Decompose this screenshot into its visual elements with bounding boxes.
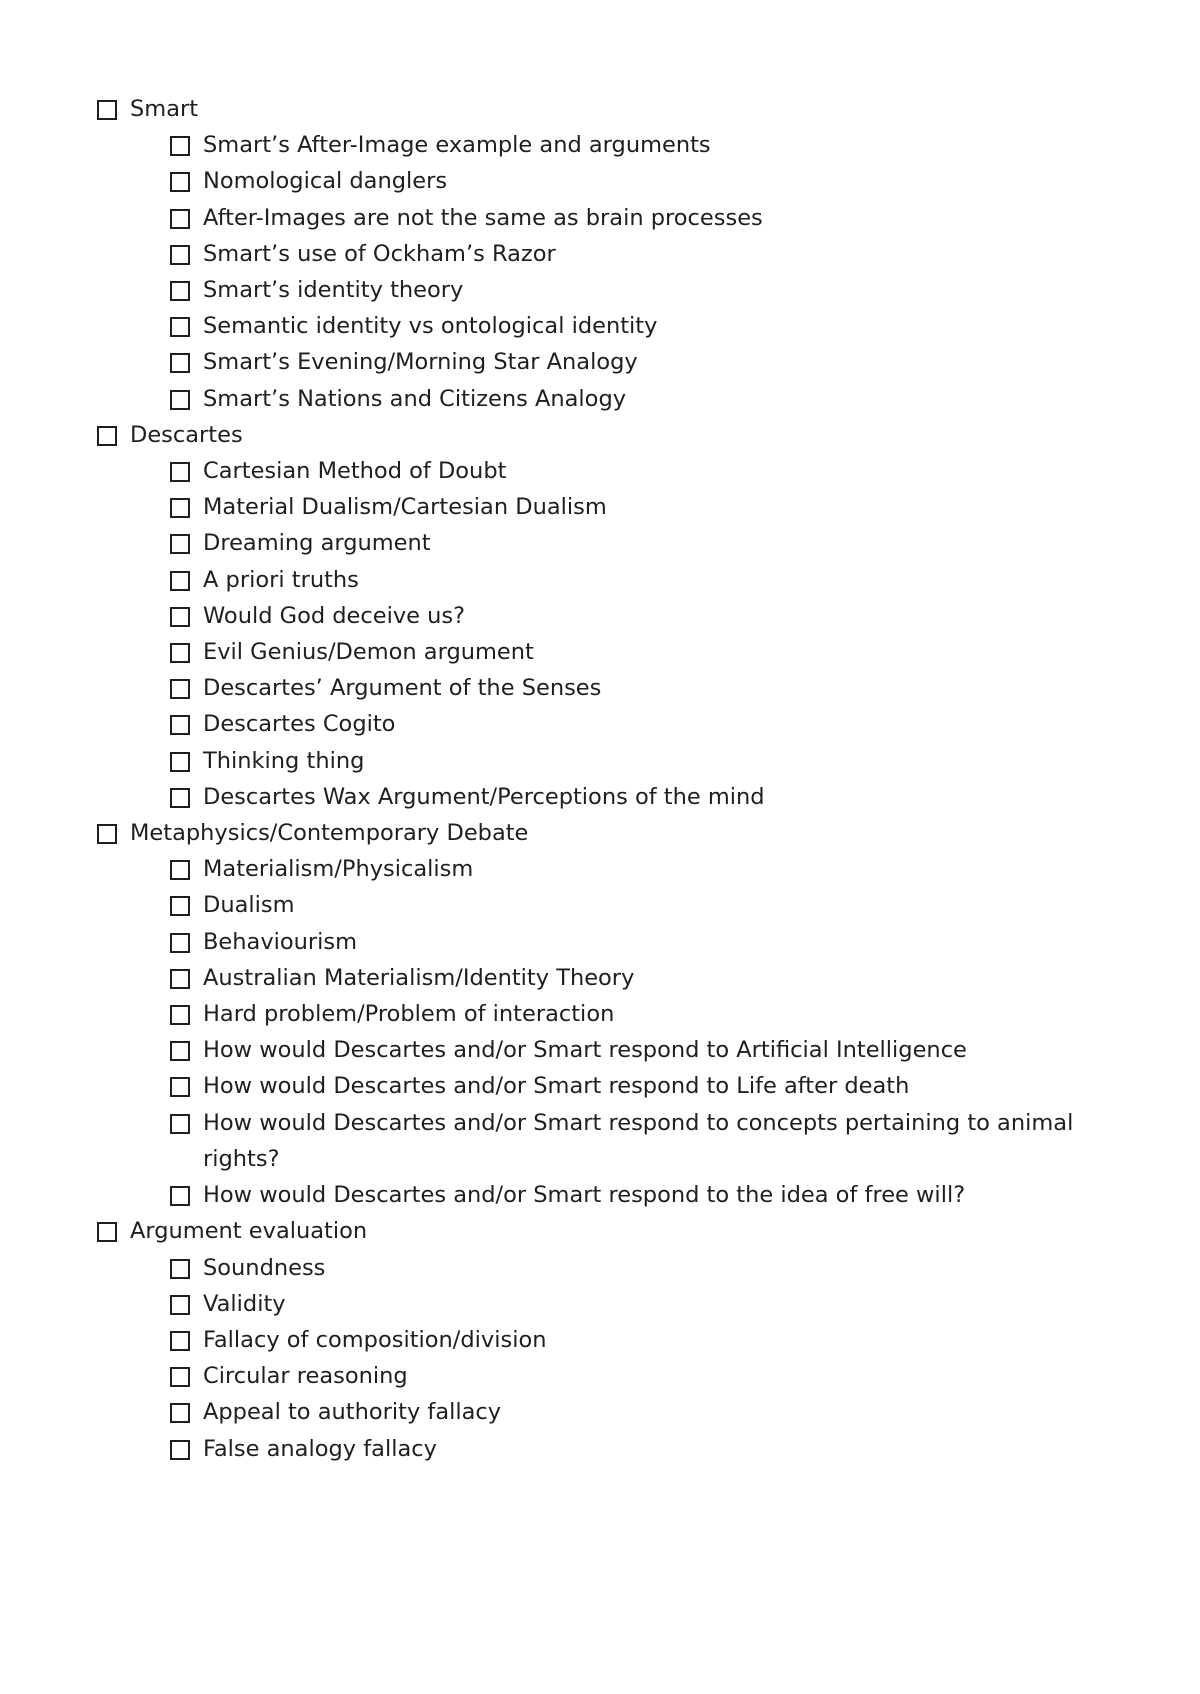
checkbox-icon[interactable] [170, 571, 190, 591]
subitem-label: Dualism [203, 892, 295, 919]
section-argument-evaluation [97, 1213, 1137, 1466]
subitem-label: Hard problem/Problem of interaction [203, 1001, 615, 1028]
subitem-label: Dreaming argument [203, 530, 431, 557]
checkbox-icon[interactable] [170, 1440, 190, 1460]
checkbox-icon[interactable] [170, 209, 190, 229]
subitem-label: Would God deceive us? [203, 602, 466, 629]
section-smart [97, 91, 1137, 417]
section-metaphysics [97, 815, 1137, 1213]
checklist-subitem[interactable] [97, 381, 1137, 417]
subitem-label: Smart’s Nations and Citizens Analogy [203, 385, 627, 412]
checkbox-icon[interactable] [170, 715, 190, 735]
checklist-document [97, 91, 1137, 1467]
checklist-subitem[interactable] [97, 743, 1137, 779]
checkbox-icon[interactable] [170, 969, 190, 989]
checklist-subitem[interactable] [97, 851, 1137, 887]
checklist-subitem[interactable] [97, 453, 1137, 489]
checklist-subitem[interactable] [97, 1032, 1137, 1068]
subitem-label: Fallacy of composition/division [203, 1326, 547, 1353]
checkbox-icon[interactable] [170, 788, 190, 808]
subitem-label: Soundness [203, 1254, 326, 1281]
checklist-subitem[interactable] [97, 163, 1137, 199]
checklist-subitem[interactable] [97, 924, 1137, 960]
subitem-label: Cartesian Method of Doubt [203, 458, 507, 485]
checklist-item-descartes[interactable] [97, 417, 1137, 453]
subitem-label: After-Images are not the same as brain processes [203, 204, 763, 231]
checklist-subitem[interactable] [97, 1068, 1137, 1104]
checkbox-icon[interactable] [170, 353, 190, 373]
checklist-subitem[interactable] [97, 1250, 1137, 1286]
section-heading: Descartes [130, 421, 243, 448]
checklist-subitem[interactable] [97, 996, 1137, 1032]
checkbox-icon[interactable] [170, 679, 190, 699]
checkbox-icon[interactable] [170, 498, 190, 518]
checkbox-icon[interactable] [170, 860, 190, 880]
subitem-label: Materialism/Physicalism [203, 856, 474, 883]
subitem-label: Evil Genius/Demon argument [203, 639, 534, 666]
checkbox-icon[interactable] [170, 1295, 190, 1315]
subitem-label: Behaviourism [203, 928, 358, 955]
subitem-label: How would Descartes and/or Smart respond to Life after death [203, 1073, 910, 1100]
checkbox-icon[interactable] [97, 824, 117, 844]
subitem-label: Nomological danglers [203, 168, 448, 195]
checklist-subitem[interactable] [97, 1431, 1137, 1467]
subitem-label: Semantic identity vs ontological identity [203, 313, 658, 340]
checklist-subitem[interactable] [97, 779, 1137, 815]
checklist-subitem[interactable] [97, 1358, 1137, 1394]
subitem-label: Smart’s Evening/Morning Star Analogy [203, 349, 638, 376]
checklist-subitem[interactable] [97, 670, 1137, 706]
checkbox-icon[interactable] [170, 1331, 190, 1351]
checklist-subitem[interactable] [97, 200, 1137, 236]
checklist-subitem[interactable] [97, 308, 1137, 344]
checklist-subitem[interactable] [97, 236, 1137, 272]
subitem-label: Descartes’ Argument of the Senses [203, 675, 602, 702]
subitem-label: Thinking thing [203, 747, 365, 774]
checklist-subitem[interactable] [97, 344, 1137, 380]
checklist-subitem[interactable] [97, 1177, 1137, 1213]
checkbox-icon[interactable] [97, 426, 117, 446]
checkbox-icon[interactable] [170, 933, 190, 953]
checkbox-icon[interactable] [97, 100, 117, 120]
checklist-subitem[interactable] [97, 525, 1137, 561]
checklist-subitem[interactable] [97, 272, 1137, 308]
checklist-subitem[interactable] [97, 960, 1137, 996]
subitem-label: How would Descartes and/or Smart respond to concepts pertaining to animal rights? [203, 1109, 1074, 1172]
checklist-subitem[interactable] [97, 562, 1137, 598]
checklist-subitem[interactable] [97, 887, 1137, 923]
subitem-label: Smart’s use of Ockham’s Razor [203, 240, 556, 267]
section-heading: Smart [130, 96, 199, 122]
checkbox-icon[interactable] [170, 1077, 190, 1097]
subitem-label: A priori truths [203, 566, 359, 593]
checklist-item-smart[interactable] [97, 91, 1137, 127]
checkbox-icon[interactable] [170, 1403, 190, 1423]
checkbox-icon[interactable] [170, 534, 190, 554]
checkbox-icon[interactable] [170, 607, 190, 627]
checkbox-icon[interactable] [170, 390, 190, 410]
checkbox-icon[interactable] [170, 896, 190, 916]
section-heading: Argument evaluation [130, 1218, 368, 1245]
checkbox-icon[interactable] [170, 462, 190, 482]
checkbox-icon[interactable] [170, 136, 190, 156]
subitem-label: Validity [203, 1290, 286, 1317]
checklist-subitem[interactable] [97, 127, 1137, 163]
checklist-item-argument-evaluation[interactable] [97, 1213, 1137, 1249]
checklist-subitem[interactable] [97, 1286, 1137, 1322]
checkbox-icon[interactable] [170, 1041, 190, 1061]
checkbox-icon[interactable] [170, 1186, 190, 1206]
subitem-label: Material Dualism/Cartesian Dualism [203, 494, 607, 521]
subitem-label: How would Descartes and/or Smart respond to Artificial Intelligence [203, 1037, 967, 1064]
subitem-label: Descartes Cogito [203, 711, 396, 738]
subitem-label: Smart’s identity theory [203, 277, 464, 304]
section-heading: Metaphysics/Contemporary Debate [130, 820, 529, 847]
checkbox-icon[interactable] [170, 1005, 190, 1025]
checklist-subitem[interactable] [97, 634, 1137, 670]
checkbox-icon[interactable] [170, 281, 190, 301]
checkbox-icon[interactable] [170, 1114, 190, 1134]
checkbox-icon[interactable] [170, 172, 190, 192]
checklist-subitem[interactable] [97, 1105, 1137, 1177]
subitem-label: False analogy fallacy [203, 1435, 437, 1462]
subitem-label: Smart’s After-Image example and arguments [203, 132, 711, 159]
subitem-label: Australian Materialism/Identity Theory [203, 964, 635, 991]
subitem-label: Appeal to authority fallacy [203, 1399, 502, 1426]
checklist-subitem[interactable] [97, 1322, 1137, 1358]
checkbox-icon[interactable] [170, 317, 190, 337]
section-descartes [97, 417, 1137, 815]
checkbox-icon[interactable] [170, 752, 190, 772]
checkbox-icon[interactable] [97, 1222, 117, 1242]
checkbox-icon[interactable] [170, 245, 190, 265]
checkbox-icon[interactable] [170, 1259, 190, 1279]
checklist-subitem[interactable] [97, 598, 1137, 634]
checkbox-icon[interactable] [170, 1367, 190, 1387]
checklist-item-metaphysics[interactable] [97, 815, 1137, 851]
checkbox-icon[interactable] [170, 643, 190, 663]
checklist-subitem[interactable] [97, 1394, 1137, 1430]
subitem-label: How would Descartes and/or Smart respond to the idea of free will? [203, 1182, 966, 1209]
subitem-label: Circular reasoning [203, 1363, 408, 1390]
checklist-subitem[interactable] [97, 489, 1137, 525]
checklist-subitem[interactable] [97, 706, 1137, 742]
subitem-label: Descartes Wax Argument/Perceptions of the mind [203, 783, 765, 810]
